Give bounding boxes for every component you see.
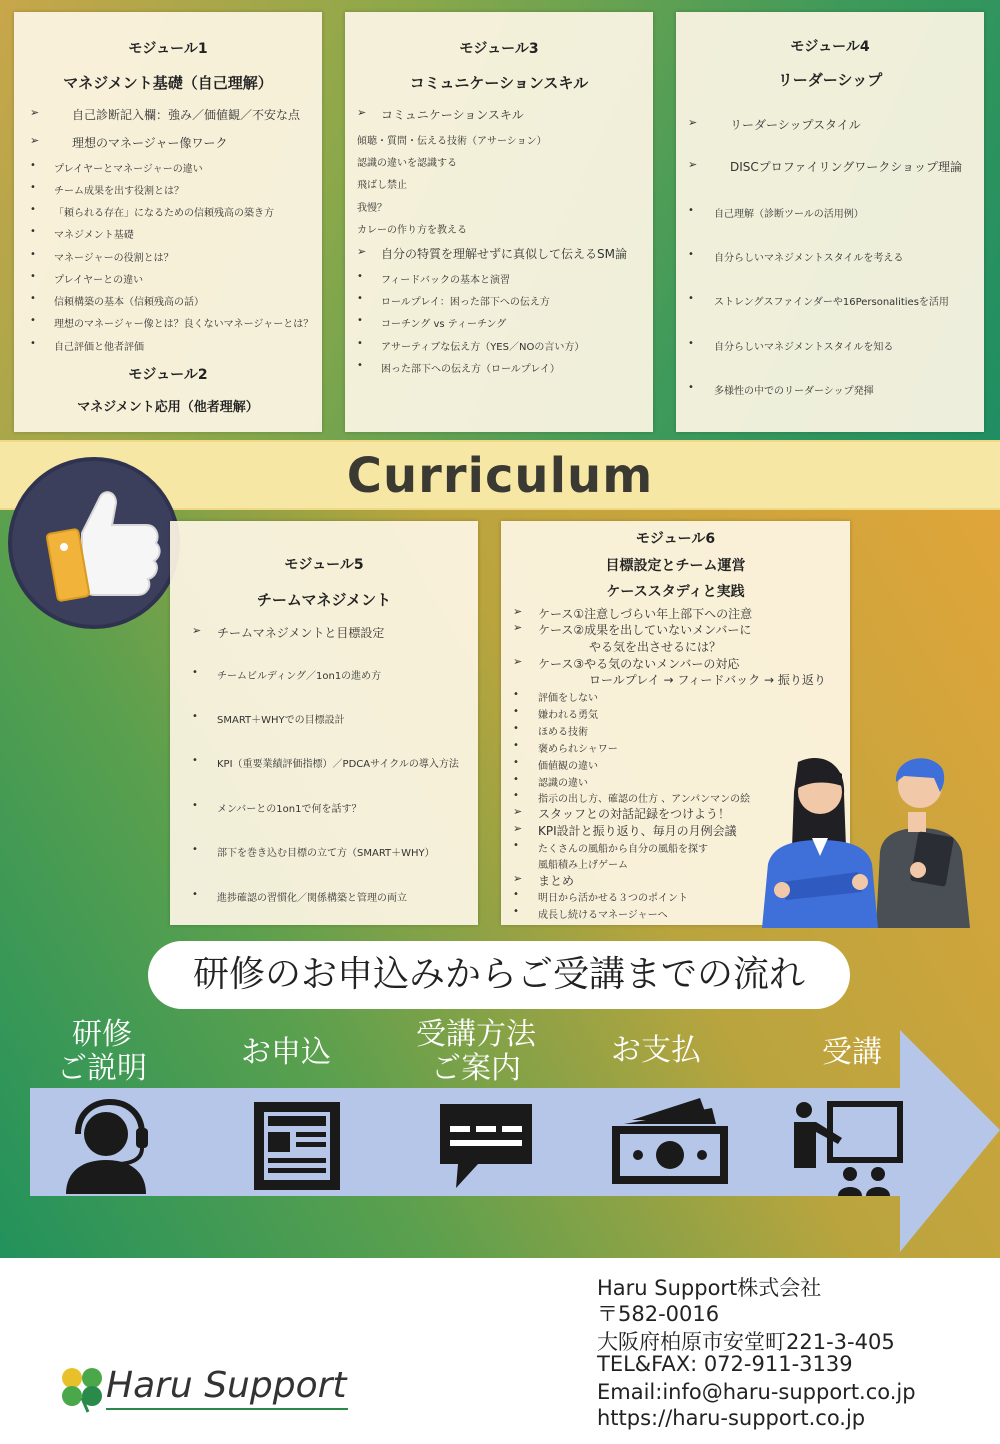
module1-card bbox=[14, 12, 322, 432]
bullet-marker: • bbox=[192, 889, 198, 900]
bullet-marker: • bbox=[513, 740, 519, 751]
step3-line2: ご案内 bbox=[431, 1051, 521, 1086]
item-text: カレーの作り方を教える bbox=[357, 225, 467, 236]
bullet-marker: • bbox=[30, 293, 36, 304]
item-text: チームビルディング／1on1の進め方 bbox=[217, 671, 382, 682]
item-text: 風船積み上げゲーム bbox=[538, 860, 628, 871]
item-text: 嫌われる勇気 bbox=[538, 710, 598, 721]
module6-title2: ケーススタディと実践 bbox=[606, 584, 745, 600]
item-text: たくさんの風船から自分の風船を探す bbox=[538, 844, 708, 855]
bullet-marker: • bbox=[513, 723, 519, 734]
bullet-marker: ➢ bbox=[513, 621, 523, 634]
item-text: チーム成果を出す役割とは？ bbox=[54, 186, 184, 197]
item-text: 自己診断記入欄：強み／価値観／不安な点 bbox=[72, 108, 301, 122]
item-text: 部下を巻き込む目標の立て方（SMART＋WHY） bbox=[217, 848, 435, 859]
bullet-marker: ➢ bbox=[30, 106, 40, 119]
item-text: 価値観の違い bbox=[538, 761, 598, 772]
bullet-marker: • bbox=[357, 293, 363, 304]
bullet-marker: ➢ bbox=[357, 245, 367, 258]
bullet-marker: • bbox=[30, 315, 36, 326]
item-text: コミュニケーションスキル bbox=[381, 108, 524, 122]
item-text: コーチング vs ティーチング bbox=[381, 319, 507, 330]
bullet-marker: • bbox=[688, 382, 694, 393]
module5-card bbox=[170, 521, 478, 925]
item-text: 傾聴・質問・伝える技術（アサーション） bbox=[357, 136, 547, 147]
item-text: 理想のマネージャー像とは？良くないマネージャーとは？ bbox=[54, 319, 314, 330]
curriculum-title: Curriculum bbox=[346, 448, 654, 504]
item-text: ケース③やる気のないメンバーの対応 bbox=[538, 657, 740, 671]
step3-label bbox=[386, 1018, 566, 1086]
item-text: アサーティブな伝え方（YES／NOの言い方） bbox=[381, 342, 585, 353]
item-text: やる気を出させるには？ bbox=[589, 640, 722, 654]
bullet-marker: • bbox=[192, 800, 198, 811]
module2-number: モジュール2 bbox=[128, 367, 208, 383]
bullet-marker: • bbox=[30, 271, 36, 282]
bullet-marker: • bbox=[30, 338, 36, 349]
bullet-marker: • bbox=[30, 249, 36, 260]
bullet-marker: ➢ bbox=[688, 158, 698, 171]
bullet-marker: • bbox=[513, 689, 519, 700]
item-text: ケース①注意しづらい年上部下への注意 bbox=[538, 607, 753, 621]
step2-line1: お申込 bbox=[241, 1035, 331, 1070]
step5-line1: 受講 bbox=[822, 1035, 882, 1070]
thumbs-up-badge bbox=[8, 457, 180, 629]
bullet-marker: ➢ bbox=[513, 872, 523, 885]
bullet-marker: ➢ bbox=[30, 134, 40, 147]
step1-line1: 研修 bbox=[72, 1017, 132, 1052]
item-text: 自分らしいマネジメントスタイルを考える bbox=[714, 253, 904, 264]
item-text: 自分らしいマネジメントスタイルを知る bbox=[714, 342, 894, 353]
bullet-marker: • bbox=[688, 338, 694, 349]
module4-number: モジュール4 bbox=[790, 39, 870, 55]
bullet-marker: • bbox=[357, 271, 363, 282]
item-text: まとめ bbox=[538, 874, 575, 888]
module1-title: マネジメント基礎（自己理解） bbox=[63, 74, 273, 92]
item-text: リーダーシップスタイル bbox=[730, 118, 861, 132]
address: 大阪府柏原市安堂町221-3-405 bbox=[597, 1330, 895, 1354]
bullet-marker: ➢ bbox=[513, 655, 523, 668]
item-text: ほめる技術 bbox=[538, 727, 588, 738]
logo-underline bbox=[106, 1408, 348, 1410]
clover-logo-icon bbox=[58, 1364, 106, 1414]
bullet-marker: ➢ bbox=[192, 624, 202, 637]
postal-code: 〒582-0016 bbox=[597, 1302, 720, 1326]
newspaper-icon bbox=[250, 1098, 346, 1194]
teacher-board-icon bbox=[790, 1098, 906, 1196]
module6-title1: 目標設定とチーム運営 bbox=[605, 558, 746, 574]
module2-title: マネジメント応用（他者理解） bbox=[77, 400, 259, 415]
module5-title: チームマネジメント bbox=[256, 591, 392, 609]
email-link[interactable]: Email:info@haru-support.co.jp bbox=[597, 1380, 916, 1404]
bullet-marker: • bbox=[513, 790, 519, 801]
item-text: 指示の出し方、確認の仕方 、アンパンマンの絵 bbox=[538, 794, 751, 805]
thumbs-up-icon bbox=[12, 461, 176, 625]
bullet-marker: • bbox=[688, 293, 694, 304]
item-text: 明日から活かせる３つのポイント bbox=[538, 893, 688, 904]
item-text: チームマネジメントと目標設定 bbox=[217, 626, 385, 640]
item-text: 我慢？ bbox=[357, 203, 387, 214]
module3-card bbox=[345, 12, 653, 432]
item-text: 進捗確認の習慣化／関係構築と管理の両立 bbox=[217, 893, 407, 904]
item-text: 自己理解（診断ツールの活用例） bbox=[714, 209, 864, 220]
bullet-marker: ➢ bbox=[688, 116, 698, 129]
bullet-marker: • bbox=[513, 757, 519, 768]
flow-title: 研修のお申込みからご受講までの流れ bbox=[192, 954, 805, 995]
bullet-marker: • bbox=[30, 226, 36, 237]
step1-line2: ご説明 bbox=[57, 1051, 147, 1086]
item-text: ケース②成果を出していないメンバーに bbox=[538, 623, 752, 637]
item-text: 困った部下への伝え方（ロールプレイ） bbox=[381, 364, 560, 375]
item-text: 飛ばし禁止 bbox=[357, 180, 407, 191]
item-text: 自己評価と他者評価 bbox=[54, 342, 144, 353]
item-text: SMART＋WHYでの目標設計 bbox=[217, 715, 345, 726]
module3-number: モジュール3 bbox=[459, 41, 539, 57]
bullet-marker: • bbox=[513, 906, 519, 917]
business-people-illustration bbox=[758, 752, 990, 928]
item-text: ロールプレイ → フィードバック → 振り返り bbox=[589, 673, 826, 687]
module3-title: コミュニケーションスキル bbox=[409, 74, 589, 92]
item-text: ロールプレイ：困った部下への伝え方 bbox=[381, 297, 550, 308]
item-text: マネージャーの役割とは？ bbox=[54, 253, 174, 264]
item-text: KPI設計と振り返り、毎月の月例会議 bbox=[538, 824, 737, 838]
item-text: 多様性の中でのリーダーシップ発揮 bbox=[714, 386, 874, 397]
step4-label bbox=[566, 1034, 746, 1068]
item-text: スタッフとの対話記録をつけよう！ bbox=[538, 807, 731, 821]
item-text: フィードバックの基本と演習 bbox=[381, 275, 510, 286]
step5-label bbox=[762, 1036, 942, 1070]
money-icon bbox=[608, 1094, 732, 1190]
item-text: 自分の特質を理解せずに真似して伝えるSM論 bbox=[381, 247, 627, 261]
website-link[interactable]: https://haru-support.co.jp bbox=[597, 1406, 866, 1430]
tel-fax: TEL&FAX: 072-911-3139 bbox=[597, 1352, 853, 1376]
bullet-marker: • bbox=[513, 840, 519, 851]
step4-line1: お支払 bbox=[611, 1033, 701, 1068]
module4-card bbox=[676, 12, 984, 432]
chat-bubble-icon bbox=[436, 1100, 536, 1192]
bullet-marker: ➢ bbox=[513, 605, 523, 618]
bullet-marker: • bbox=[513, 889, 519, 900]
bullet-marker: • bbox=[357, 315, 363, 326]
item-text: 「頼られる存在」になるための信頼残高の築き方 bbox=[54, 208, 274, 219]
item-text: マネジメント基礎 bbox=[54, 230, 134, 241]
item-text: メンバーとの1on1で何を話す？ bbox=[217, 804, 362, 815]
bullet-marker: ➢ bbox=[513, 805, 523, 818]
bullet-marker: • bbox=[192, 844, 198, 855]
bullet-marker: • bbox=[357, 360, 363, 371]
item-text: 認識の違いを認識する bbox=[357, 158, 457, 169]
item-text: プレイヤーとマネージャーの違い bbox=[54, 164, 203, 175]
module4-title: リーダーシップ bbox=[777, 71, 883, 89]
bullet-marker: ➢ bbox=[357, 106, 367, 119]
company-name: Haru Support株式会社 bbox=[597, 1276, 822, 1300]
item-text: 評価をしない bbox=[538, 693, 598, 704]
item-text: DISCプロファイリングワークショップ理論 bbox=[730, 160, 963, 174]
item-text: 成長し続けるマネージャーへ bbox=[538, 910, 668, 921]
bullet-marker: • bbox=[688, 205, 694, 216]
bullet-marker: • bbox=[192, 711, 198, 722]
bullet-marker: • bbox=[30, 182, 36, 193]
item-text: プレイヤーとの違い bbox=[54, 275, 144, 286]
bullet-marker: • bbox=[192, 667, 198, 678]
bullet-marker: • bbox=[513, 706, 519, 717]
bullet-marker: • bbox=[357, 338, 363, 349]
item-text: 理想のマネージャー像ワーク bbox=[72, 136, 228, 150]
bullet-marker: • bbox=[513, 774, 519, 785]
item-text: 信頼構築の基本（信頼残高の話） bbox=[54, 297, 204, 308]
step2-label bbox=[196, 1036, 376, 1070]
item-text: KPI（重要業績評価指標）／PDCAサイクルの導入方法 bbox=[217, 759, 459, 770]
step1-label bbox=[12, 1018, 192, 1086]
bullet-marker: • bbox=[30, 160, 36, 171]
module5-number: モジュール5 bbox=[284, 557, 364, 573]
logo-text: Haru Support bbox=[106, 1365, 347, 1406]
bullet-marker: ➢ bbox=[513, 822, 523, 835]
bullet-marker: • bbox=[30, 204, 36, 215]
item-text: ストレングスファインダーや16Personalitiesを活用 bbox=[714, 297, 949, 308]
headset-person-icon bbox=[60, 1098, 160, 1194]
module6-number: モジュール6 bbox=[635, 531, 716, 547]
module1-number: モジュール1 bbox=[128, 41, 208, 57]
item-text: 認識の違い bbox=[538, 778, 588, 789]
bullet-marker: • bbox=[192, 755, 198, 766]
bullet-marker: • bbox=[688, 249, 694, 260]
step3-line1: 受講方法 bbox=[416, 1017, 536, 1052]
item-text: 褒められシャワー bbox=[538, 744, 618, 755]
